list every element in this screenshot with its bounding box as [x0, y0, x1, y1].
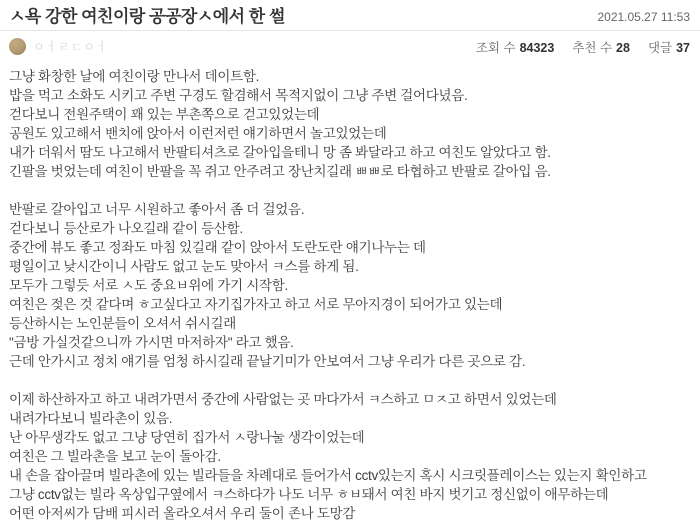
body-line: 이제 하산하자고 하고 내려가면서 중간에 사람없는 곳 마다가서 ㅋ스하고 ㅁㅈ고 하면서 있었는데	[9, 392, 557, 407]
upvote-count-value: 28	[616, 40, 630, 55]
body-line: 공원도 있고해서 밴치에 앉아서 이런저런 얘기하면서 놀고있었는데	[9, 126, 387, 141]
body-line: 모두가 그렇듯 서로 ㅅ도 중요ㅂ위에 가기 시작함.	[9, 278, 288, 293]
body-line: 여친은 그 빌라촌을 보고 눈이 돌아감.	[9, 449, 221, 464]
body-line: 어떤 아저씨가 담배 피시러 올라오셔서 우리 둘이 존나 도망감	[9, 506, 356, 521]
body-line: 중간에 뷰도 좋고 정좌도 마침 있길래 같이 앉아서 도란도란 얘기나누는 데	[9, 240, 426, 255]
comment-count-value: 37	[676, 40, 690, 55]
upvote-count-label: 추천 수	[572, 40, 613, 55]
paragraph	[9, 200, 690, 371]
post-header	[0, 0, 700, 31]
body-line: 그냥 cctv없는 빌라 옥상입구옆에서 ㅋ스하다가 나도 너무 ㅎㅂ돼서 여친 바지 벗기고 정신없이 애무하는데	[9, 487, 609, 502]
body-line: 여친은 젖은 것 같다며 ㅎ고싶다고 자기집가자고 하고 서로 무아지경이 되어가고 있는데	[9, 297, 503, 312]
body-line: "금방 가실것같으니까 가시면 마저하자" 라고 했음.	[9, 335, 294, 350]
view-count-label: 조회 수	[475, 40, 516, 55]
post-title: ㅅ욕 강한 여친이랑 공공장ㅅ에서 한 썰	[9, 7, 285, 26]
body-line: 난 아무생각도 없고 그냥 당연히 집가서 ㅅ랑나눌 생각이었는데	[9, 430, 365, 445]
author[interactable]	[9, 38, 109, 55]
body-line: 근데 안가시고 정치 얘기를 엄청 하시길래 끝날기미가 안보여서 그냥 우리가 다른 곳으로 감.	[9, 354, 526, 369]
body-line: 밥을 먹고 소화도 시키고 주변 구경도 할겸해서 목적지없이 그냥 주변 걸어다녔음.	[9, 88, 468, 103]
body-line: 내 손을 잡아끌며 빌라촌에 있는 빌라들을 차례대로 들어가서 cctv있는지 혹시 시크릿플레이스는 있는지 확인하고	[9, 468, 647, 483]
comment-count-label: 댓글	[647, 40, 673, 55]
paragraph	[9, 67, 690, 181]
upvote-count	[572, 38, 630, 56]
body-line: 그냥 화창한 날에 여친이랑 만나서 데이트함.	[9, 69, 260, 84]
post-stats	[476, 38, 690, 56]
body-line: 긴팔을 벗었는데 여친이 반팔을 꼭 쥐고 안주려고 장난치길래 ㅃㅃ로 타협하고 반팔로 갈아입 음.	[9, 164, 551, 179]
paragraph	[9, 390, 690, 523]
body-line: 반팔로 갈아입고 너무 시원하고 좋아서 좀 더 걸었음.	[9, 202, 305, 217]
body-line: 내가 더워서 땀도 나고해서 반팔티셔츠로 갈아입을테니 망 좀 봐달라고 하고 여친도 알았다고 함.	[9, 145, 551, 160]
author-avatar-icon[interactable]	[9, 38, 26, 55]
comment-count	[648, 38, 690, 56]
body-line: 걷다보니 전원주택이 꽤 있는 부촌쪽으로 걷고있었는데	[9, 107, 320, 122]
body-line: 평일이고 낮시간이니 사람도 없고 눈도 맞아서 ㅋ스를 하게 됨.	[9, 259, 359, 274]
body-line: 등산하시는 노인분들이 오셔서 쉬시길래	[9, 316, 236, 331]
author-name[interactable]: ㅇㅓㄹㄷㅇㅓ	[33, 40, 109, 54]
body-line: 내려가다보니 빌라촌이 있음.	[9, 411, 173, 426]
body-line: 걷다보니 등산로가 나오길래 같이 등산함.	[9, 221, 243, 236]
post-body	[0, 62, 700, 523]
view-count-value: 84323	[519, 40, 555, 55]
post-date: 2021.05.27 11:53	[597, 10, 690, 24]
view-count	[476, 38, 554, 56]
post-meta-row	[0, 31, 700, 62]
